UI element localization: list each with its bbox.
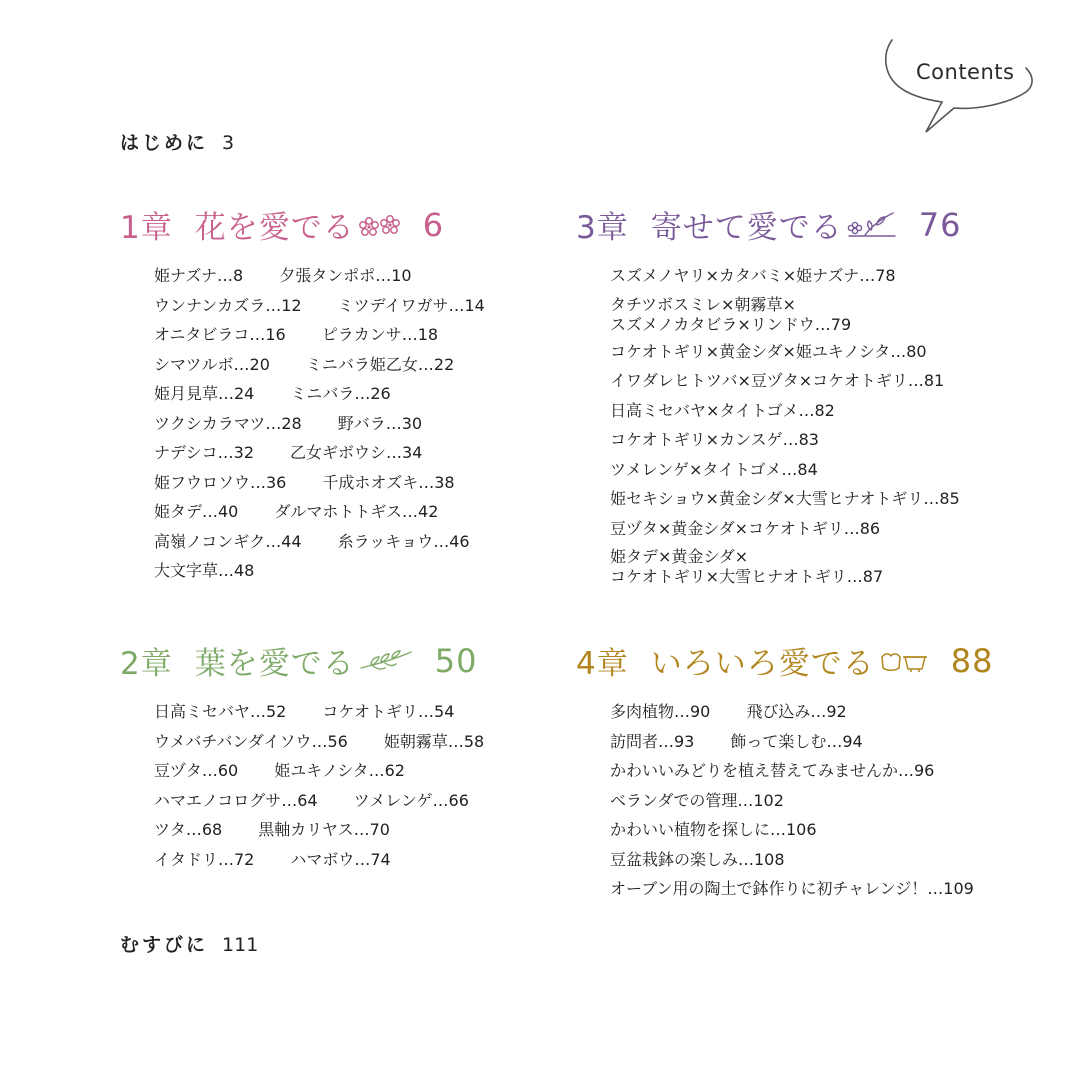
list-item xyxy=(154,379,485,409)
list-item xyxy=(154,409,485,439)
toc-entry[interactable]: ツタ…68 xyxy=(154,820,223,839)
toc-entry[interactable]: ツメレンゲ×タイトゴメ…84 xyxy=(610,459,818,479)
toc-entry[interactable]: かわいい植物を探しに…106 xyxy=(610,820,817,839)
toc-entry[interactable]: ミツデイワガサ…14 xyxy=(337,295,485,315)
toc-entry[interactable]: イワダレヒトツバ×豆ヅタ×コケオトギリ…81 xyxy=(610,371,945,390)
toc-entry[interactable]: 黒軸カリヤス…70 xyxy=(258,820,390,839)
toc-entry[interactable]: ハマボウ…74 xyxy=(290,849,391,869)
intro-page: 3 xyxy=(222,132,235,154)
speech-bubble-icon xyxy=(880,34,1036,138)
list-item xyxy=(610,874,993,904)
chapter-4-page: 88 xyxy=(950,641,994,680)
outro-label: むすびに xyxy=(120,934,209,956)
chapter-3-number: 3章 xyxy=(576,210,629,246)
toc-entry[interactable]: オーブン用の陶土で鉢作りに初チャレンジ！…109 xyxy=(610,879,974,898)
toc-entry[interactable]: 日高ミセバヤ×タイトゴメ…82 xyxy=(610,400,835,420)
list-item xyxy=(154,468,485,498)
contents-bubble xyxy=(880,34,1036,138)
chapter-3-heading[interactable] xyxy=(576,202,961,247)
list-item xyxy=(610,756,993,786)
toc-entry[interactable]: ハマエノコログサ…64 xyxy=(154,790,318,810)
toc-entry[interactable]: 姫月見草…24 xyxy=(154,384,255,403)
list-item xyxy=(154,786,484,816)
toc-entry[interactable]: 夕張タンポポ…10 xyxy=(279,266,412,285)
list-item xyxy=(610,425,961,455)
toc-entry-line: スズメノカタビラ×リンドウ…79 xyxy=(610,314,852,334)
intro-line[interactable] xyxy=(120,128,234,155)
toc-entry[interactable]: 多肉植物…90 xyxy=(610,702,711,721)
outro-page: 111 xyxy=(222,934,259,956)
toc-entry[interactable]: ミニバラ姫乙女…22 xyxy=(305,354,455,374)
toc-entry[interactable]: 姫セキショウ×黄金シダ×大雪ヒナオトギリ…85 xyxy=(610,489,960,508)
list-item xyxy=(610,455,961,485)
toc-entry[interactable]: 糸ラッキョウ…46 xyxy=(337,531,470,551)
list-item xyxy=(610,366,961,396)
list-item xyxy=(154,697,484,727)
toc-entry[interactable]: 野バラ…30 xyxy=(337,413,423,433)
toc-entry[interactable]: ナデシコ…32 xyxy=(154,443,255,462)
toc-entry[interactable]: ツクシカラマツ…28 xyxy=(154,413,302,433)
list-item xyxy=(154,320,485,350)
list-item xyxy=(154,291,485,321)
toc-entry[interactable]: コケオトギリ×カンスゲ…83 xyxy=(610,430,819,449)
list-item[interactable] xyxy=(610,543,961,589)
toc-entry[interactable]: 高嶺ノコンギク…44 xyxy=(154,531,302,551)
toc-entry[interactable]: 姫タデ…40 xyxy=(154,502,239,521)
chapter-1-title: 花を愛でる xyxy=(194,210,355,246)
toc-entry[interactable]: ピラカンサ…18 xyxy=(321,325,439,344)
toc-entry[interactable]: コケオトギリ…54 xyxy=(322,702,455,721)
list-item xyxy=(610,845,993,875)
contents-label: Contents xyxy=(916,60,1015,84)
toc-entry-line: 姫タデ×黄金シダ× xyxy=(610,547,749,566)
toc-entry[interactable]: ウメバチバンダイソウ…56 xyxy=(154,731,348,751)
toc-entry-line: タチツボスミレ×朝霧草× xyxy=(610,294,796,314)
toc-entry[interactable]: 日高ミセバヤ…52 xyxy=(154,702,287,721)
toc-entry[interactable]: ウンナンカズラ…12 xyxy=(154,295,302,315)
chapter-4-number: 4章 xyxy=(576,646,629,682)
pots-icon xyxy=(879,648,929,674)
chapter-4-title: いろいろ愛でる xyxy=(650,646,875,682)
chapter-3-title: 寄せて愛でる xyxy=(650,210,843,246)
list-item xyxy=(610,815,993,845)
chapter-2-number: 2章 xyxy=(120,646,173,682)
list-item xyxy=(154,497,485,527)
list-item xyxy=(610,514,961,544)
toc-entry[interactable]: ツメレンゲ…66 xyxy=(353,790,469,810)
toc-entry[interactable]: 飾って楽しむ…94 xyxy=(730,731,863,751)
list-item[interactable] xyxy=(610,291,961,337)
toc-entry[interactable]: 豆盆栽鉢の楽しみ…108 xyxy=(610,849,785,869)
chapter-1-number: 1章 xyxy=(120,210,173,246)
chapter-2 xyxy=(120,638,484,874)
toc-entry[interactable]: 姫フウロソウ…36 xyxy=(154,472,287,492)
list-item xyxy=(154,438,485,468)
chapter-1 xyxy=(120,202,485,586)
list-item xyxy=(610,697,993,727)
chapter-3-page: 76 xyxy=(918,205,962,244)
toc-entry[interactable]: かわいいみどりを植え替えてみませんか…96 xyxy=(610,761,935,780)
list-item xyxy=(154,527,485,557)
chapter-2-page: 50 xyxy=(434,641,478,680)
toc-entry[interactable]: ダルマホトトギス…42 xyxy=(274,502,439,521)
toc-entry[interactable]: 千成ホオズキ…38 xyxy=(322,472,455,492)
list-item xyxy=(154,261,485,291)
list-item xyxy=(154,756,484,786)
intro-label: はじめに xyxy=(120,132,209,154)
toc-entry[interactable]: 豆ヅタ×黄金シダ×コケオトギリ…86 xyxy=(610,518,881,538)
toc-entry[interactable]: ミニバラ…26 xyxy=(290,384,391,403)
leaf-icon xyxy=(359,648,413,674)
chapter-1-heading[interactable] xyxy=(120,202,485,247)
toc-entry[interactable]: コケオトギリ×黄金シダ×姫ユキノシタ…80 xyxy=(610,341,927,361)
list-item xyxy=(610,396,961,426)
list-item xyxy=(610,261,961,291)
outro-line[interactable] xyxy=(120,930,258,957)
chapter-4-heading[interactable] xyxy=(576,638,993,683)
toc-entry[interactable]: オニタビラコ…16 xyxy=(154,325,286,344)
sprig-icon xyxy=(847,211,897,239)
flower-icon xyxy=(359,212,401,238)
toc-entry[interactable]: 姫朝霧草…58 xyxy=(383,731,485,751)
list-item xyxy=(610,727,993,757)
toc-entry[interactable]: 姫ナズナ…8 xyxy=(154,266,244,285)
toc-entry[interactable]: 姫ユキノシタ…62 xyxy=(274,761,405,780)
list-item xyxy=(154,556,485,586)
toc-entry[interactable]: シマツルボ…20 xyxy=(154,354,270,374)
toc-entry[interactable]: 訪問者…93 xyxy=(610,731,695,751)
chapter-4 xyxy=(576,638,993,904)
toc-entry[interactable]: 乙女ギボウシ…34 xyxy=(290,443,423,462)
toc-entry-line: コケオトギリ×大雪ヒナオトギリ…87 xyxy=(610,567,884,586)
toc-entry[interactable]: 大文字草…48 xyxy=(154,561,255,580)
chapter-3 xyxy=(576,202,961,589)
chapter-1-page: 6 xyxy=(422,205,445,244)
list-item xyxy=(610,484,961,514)
chapter-4-items xyxy=(576,697,993,904)
list-item xyxy=(154,815,484,845)
toc-entry[interactable]: スズメノヤリ×カタバミ×姫ナズナ…78 xyxy=(610,266,896,285)
chapter-2-title: 葉を愛でる xyxy=(194,646,355,682)
toc-entry[interactable]: ベランダでの管理…102 xyxy=(610,790,784,810)
list-item xyxy=(610,786,993,816)
chapter-2-heading[interactable] xyxy=(120,638,484,683)
list-item xyxy=(610,337,961,367)
toc-entry[interactable]: 飛び込み…92 xyxy=(746,702,847,721)
chapter-1-items xyxy=(120,261,485,586)
list-item xyxy=(154,727,484,757)
chapter-3-items xyxy=(576,261,961,589)
toc-entry[interactable]: 豆ヅタ…60 xyxy=(154,761,239,780)
chapter-2-items xyxy=(120,697,484,874)
list-item xyxy=(154,350,485,380)
toc-entry[interactable]: イタドリ…72 xyxy=(154,849,255,869)
list-item xyxy=(154,845,484,875)
